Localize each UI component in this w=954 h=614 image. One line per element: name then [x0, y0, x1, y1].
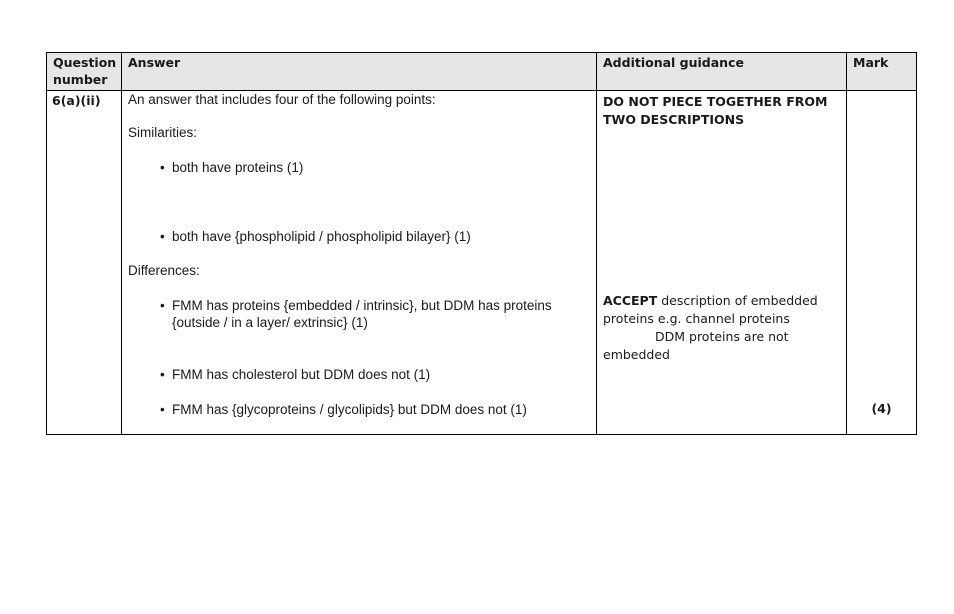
similarity-point-2-text: both have {phospholipid / phospholipid bilayer} (1) — [172, 229, 471, 244]
accept-line-2: proteins e.g. channel proteins — [603, 311, 790, 326]
guidance-heading — [603, 93, 833, 129]
difference-point-2-text: FMM has cholesterol but DDM does not (1) — [172, 367, 431, 382]
difference-point-1-line1: FMM has proteins {embedded / intrinsic}, but DDM has proteins — [172, 298, 552, 313]
accept-line-1-rest: description of embedded — [657, 293, 818, 308]
header-question-line1: Question — [53, 55, 117, 70]
header-question-line2: number — [53, 72, 108, 87]
header-row — [47, 53, 917, 91]
accept-line-3: DDM proteins are not — [655, 329, 789, 344]
bullet-icon: • — [160, 402, 165, 417]
differences-label: Differences: — [128, 263, 200, 278]
similarity-point-1-text: both have proteins (1) — [172, 160, 304, 175]
mark-scheme-table — [46, 52, 917, 435]
bullet-icon: • — [160, 229, 165, 244]
guidance-cell — [597, 91, 847, 435]
similarities-label: Similarities: — [128, 125, 198, 140]
guidance-accept-note — [603, 292, 839, 364]
difference-point-1-line2: {outside / in a layer/ extrinsic} (1) — [172, 315, 368, 330]
difference-point-3-text: FMM has {glycoproteins / glycolipids} but DDM does not (1) — [172, 402, 527, 417]
guidance-heading-line1: DO NOT PIECE TOGETHER FROM — [603, 94, 828, 109]
question-number-cell — [47, 91, 122, 435]
bullet-icon: • — [160, 367, 165, 382]
accept-keyword: ACCEPT — [603, 293, 658, 308]
header-question-number — [47, 53, 122, 91]
header-guidance: Additional guidance — [597, 53, 847, 91]
answer-cell — [122, 91, 597, 435]
answer-intro: An answer that includes four of the following points: — [128, 92, 436, 107]
header-mark: Mark — [847, 53, 917, 91]
accept-line-4: embedded — [603, 347, 670, 362]
mark-cell — [847, 91, 917, 435]
bullet-icon: • — [160, 160, 165, 175]
accept-line-1 — [603, 292, 839, 310]
header-answer: Answer — [122, 53, 597, 91]
guidance-heading-line2: TWO DESCRIPTIONS — [603, 112, 745, 127]
mark-value: (4) — [871, 401, 892, 416]
answer-row — [47, 91, 917, 435]
bullet-icon: • — [160, 298, 165, 313]
question-number: 6(a)(ii) — [52, 93, 101, 108]
